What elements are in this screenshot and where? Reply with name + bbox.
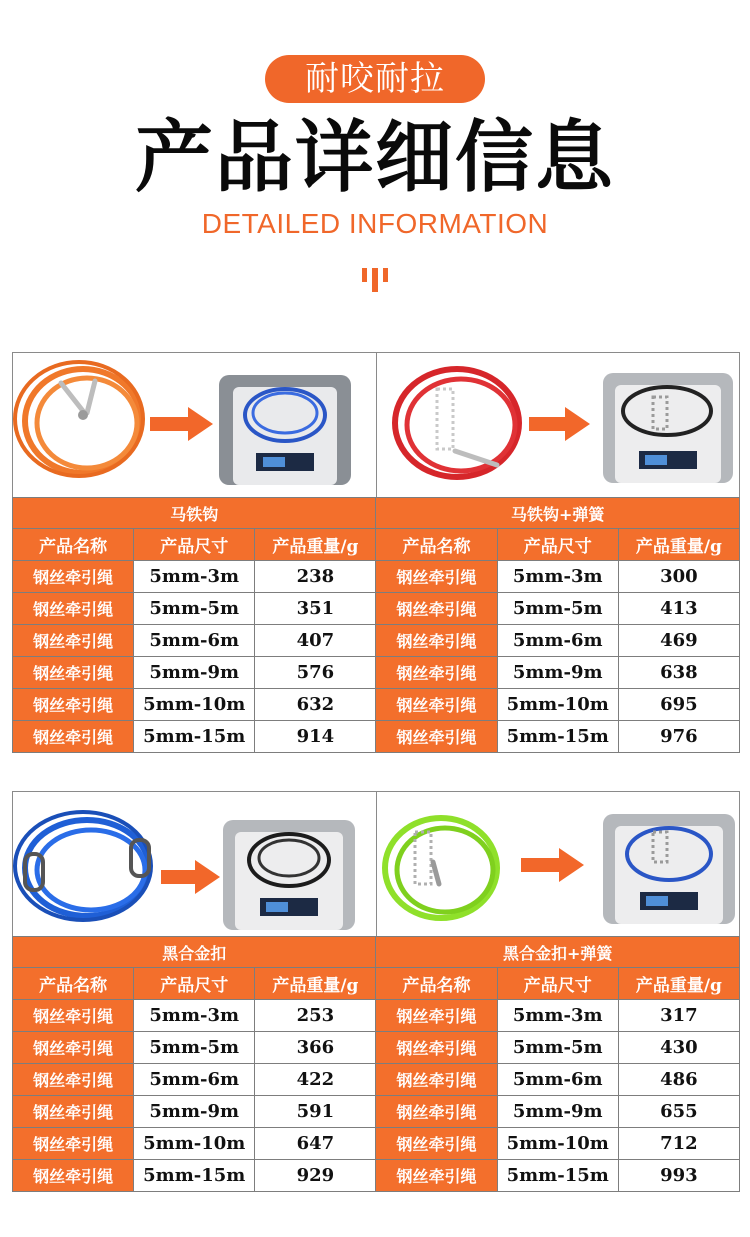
product-name-cell: 钢丝牵引绳	[13, 1160, 134, 1192]
product-photo-panel-left	[13, 792, 376, 936]
size-cell: 5mm-9m	[497, 1096, 618, 1128]
table-row	[13, 1000, 740, 1032]
column-header: 产品尺寸	[497, 968, 618, 1000]
orange-steel-leash-photo	[15, 362, 143, 476]
group-header-row	[13, 498, 740, 529]
spec-section-1	[12, 352, 740, 753]
weight-cell: 422	[255, 1064, 376, 1096]
divider-bars-icon	[360, 262, 390, 292]
size-cell: 5mm-5m	[497, 593, 618, 625]
weight-cell: 576	[255, 657, 376, 689]
product-name-cell: 钢丝牵引绳	[13, 1000, 134, 1032]
black-leash-on-scale-photo	[223, 820, 355, 930]
table-row	[13, 625, 740, 657]
product-name-cell: 钢丝牵引绳	[376, 1160, 497, 1192]
green-leash-with-spring-photo	[385, 818, 497, 918]
table-row	[13, 721, 740, 753]
weight-cell: 695	[618, 689, 739, 721]
product-photo-panel-left	[13, 353, 376, 497]
table-row	[13, 593, 740, 625]
size-cell: 5mm-6m	[134, 625, 255, 657]
product-name-cell: 钢丝牵引绳	[376, 593, 497, 625]
badge-label: 耐咬耐拉	[265, 55, 485, 103]
size-cell: 5mm-10m	[497, 689, 618, 721]
arrow-right-icon	[161, 860, 220, 894]
blue-leash-on-scale-photo	[219, 375, 351, 485]
product-name-cell: 钢丝牵引绳	[376, 689, 497, 721]
page-title: 产品详细信息	[134, 113, 615, 203]
weight-cell: 413	[618, 593, 739, 625]
table-row	[13, 1160, 740, 1192]
orange-leash-to-scale-illustration	[13, 353, 361, 498]
column-header: 产品名称	[376, 968, 497, 1000]
weight-cell: 632	[255, 689, 376, 721]
page-subtitle: DETAILED INFORMATION	[201, 208, 549, 239]
product-name-cell: 钢丝牵引绳	[376, 561, 497, 593]
size-cell: 5mm-6m	[134, 1064, 255, 1096]
column-header: 产品尺寸	[134, 968, 255, 1000]
column-header-row	[13, 968, 740, 1000]
product-name-cell: 钢丝牵引绳	[13, 689, 134, 721]
product-name-cell: 钢丝牵引绳	[13, 1128, 134, 1160]
weight-cell: 929	[255, 1160, 376, 1192]
column-header: 产品重量/g	[618, 529, 739, 561]
group-label-left: 黑合金扣	[13, 937, 376, 968]
table-row	[13, 689, 740, 721]
group-label-right: 马铁钩+弹簧	[376, 498, 740, 529]
size-cell: 5mm-3m	[134, 1000, 255, 1032]
group-label-left: 马铁钩	[13, 498, 376, 529]
product-name-cell: 钢丝牵引绳	[13, 625, 134, 657]
product-name-cell: 钢丝牵引绳	[376, 625, 497, 657]
size-cell: 5mm-5m	[134, 593, 255, 625]
size-cell: 5mm-6m	[497, 625, 618, 657]
product-name-cell: 钢丝牵引绳	[13, 561, 134, 593]
table-row	[13, 1032, 740, 1064]
size-cell: 5mm-15m	[497, 721, 618, 753]
product-name-cell: 钢丝牵引绳	[13, 1064, 134, 1096]
column-header: 产品尺寸	[497, 529, 618, 561]
weight-cell: 914	[255, 721, 376, 753]
product-photo-panel-right	[376, 353, 740, 497]
size-cell: 5mm-3m	[497, 561, 618, 593]
weight-cell: 993	[618, 1160, 739, 1192]
product-photos-row	[12, 352, 740, 497]
size-cell: 5mm-9m	[497, 657, 618, 689]
weight-cell: 638	[618, 657, 739, 689]
product-name-cell: 钢丝牵引绳	[376, 1000, 497, 1032]
product-name-cell: 钢丝牵引绳	[13, 1032, 134, 1064]
table-row	[13, 1128, 740, 1160]
product-name-cell: 钢丝牵引绳	[376, 1064, 497, 1096]
column-header: 产品重量/g	[255, 529, 376, 561]
blue-leash-on-scale-photo	[603, 814, 735, 924]
weight-cell: 591	[255, 1096, 376, 1128]
weight-cell: 407	[255, 625, 376, 657]
weight-cell: 238	[255, 561, 376, 593]
size-cell: 5mm-6m	[497, 1064, 618, 1096]
red-leash-to-scale-illustration	[377, 353, 741, 498]
weight-cell: 469	[618, 625, 739, 657]
product-name-cell: 钢丝牵引绳	[13, 1096, 134, 1128]
table-row	[13, 657, 740, 689]
red-leash-with-spring-photo	[395, 369, 519, 477]
product-name-cell: 钢丝牵引绳	[376, 1032, 497, 1064]
page-header	[0, 0, 750, 352]
size-cell: 5mm-15m	[134, 721, 255, 753]
size-cell: 5mm-15m	[497, 1160, 618, 1192]
arrow-right-icon	[529, 407, 590, 441]
table-row	[13, 561, 740, 593]
spec-section-2	[12, 791, 740, 1192]
group-label-right: 黑合金扣+弹簧	[376, 937, 740, 968]
size-cell: 5mm-10m	[134, 689, 255, 721]
column-header: 产品重量/g	[255, 968, 376, 1000]
product-name-cell: 钢丝牵引绳	[376, 1128, 497, 1160]
weight-cell: 317	[618, 1000, 739, 1032]
weight-cell: 655	[618, 1096, 739, 1128]
column-header: 产品名称	[376, 529, 497, 561]
size-cell: 5mm-9m	[134, 657, 255, 689]
arrow-right-icon	[150, 407, 213, 441]
product-name-cell: 钢丝牵引绳	[376, 657, 497, 689]
size-cell: 5mm-3m	[497, 1000, 618, 1032]
weight-cell: 366	[255, 1032, 376, 1064]
size-cell: 5mm-15m	[134, 1160, 255, 1192]
product-photos-row	[12, 791, 740, 936]
weight-cell: 712	[618, 1128, 739, 1160]
green-leash-to-scale-illustration	[377, 792, 741, 937]
weight-cell: 430	[618, 1032, 739, 1064]
product-name-cell: 钢丝牵引绳	[13, 593, 134, 625]
weight-cell: 647	[255, 1128, 376, 1160]
product-name-cell: 钢丝牵引绳	[13, 721, 134, 753]
table-row	[13, 1064, 740, 1096]
weight-cell: 486	[618, 1064, 739, 1096]
product-name-cell: 钢丝牵引绳	[376, 1096, 497, 1128]
weight-cell: 253	[255, 1000, 376, 1032]
column-header: 产品名称	[13, 968, 134, 1000]
size-cell: 5mm-10m	[134, 1128, 255, 1160]
size-cell: 5mm-3m	[134, 561, 255, 593]
product-name-cell: 钢丝牵引绳	[376, 721, 497, 753]
black-leash-on-scale-photo	[603, 373, 733, 483]
column-header-row	[13, 529, 740, 561]
column-header: 产品尺寸	[134, 529, 255, 561]
size-cell: 5mm-10m	[497, 1128, 618, 1160]
weight-cell: 300	[618, 561, 739, 593]
size-cell: 5mm-5m	[497, 1032, 618, 1064]
size-cell: 5mm-5m	[134, 1032, 255, 1064]
column-header: 产品名称	[13, 529, 134, 561]
spec-table-2	[12, 936, 740, 1192]
blue-leash-to-scale-illustration	[13, 792, 361, 937]
spec-table-1	[12, 497, 740, 753]
weight-cell: 351	[255, 593, 376, 625]
arrow-right-icon	[521, 848, 584, 882]
column-header: 产品重量/g	[618, 968, 739, 1000]
blue-steel-leash-photo	[15, 812, 151, 920]
table-row	[13, 1096, 740, 1128]
product-name-cell: 钢丝牵引绳	[13, 657, 134, 689]
size-cell: 5mm-9m	[134, 1096, 255, 1128]
group-header-row	[13, 937, 740, 968]
product-photo-panel-right	[376, 792, 740, 936]
weight-cell: 976	[618, 721, 739, 753]
